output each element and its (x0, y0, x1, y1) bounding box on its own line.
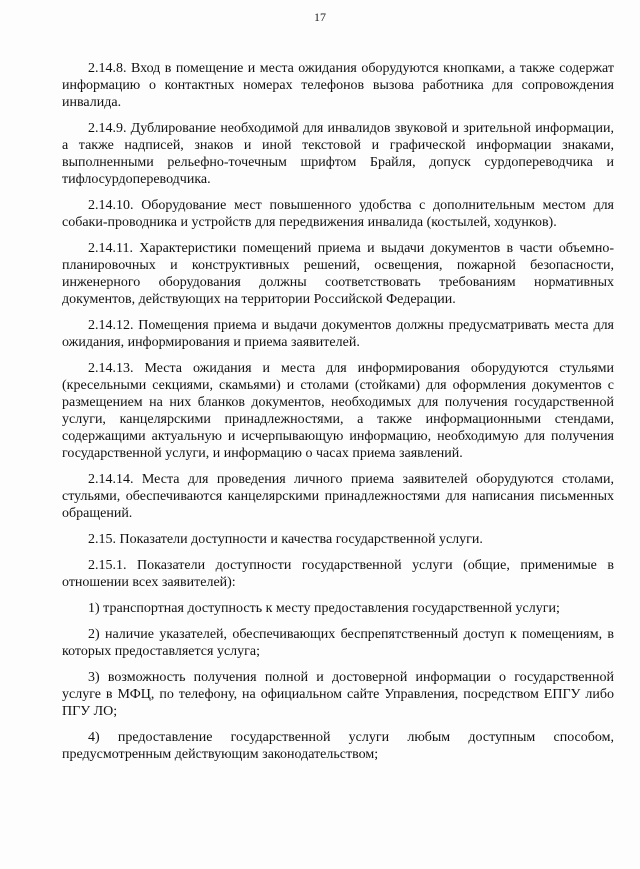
paragraph-2-14-10: 2.14.10. Оборудование мест повышенного удобства с дополнительным местом для собаки-проводника и устройств для передвижения инвалида (костылей, ходунков). (62, 198, 614, 230)
paragraph-2-14-14: 2.14.14. Места для проведения личного приема заявителей оборудуются столами, стульями, обеспечиваются канцелярскими принадлежностями для написания письменных обращений. (62, 472, 614, 521)
paragraph-2-14-9: 2.14.9. Дублирование необходимой для инвалидов звуковой и зрительной информации, а также надписей, знаков и иной текстовой и графической информации знаками, выполненными рельефно-точечным шрифтом Брайля, допуск сурдопереводчика и тифлосурдопереводчика. (62, 121, 614, 187)
list-item-4: 4) предоставление государственной услуги любым доступным способом, предусмотренным действующим законодательством; (62, 730, 614, 762)
paragraph-2-14-12: 2.14.12. Помещения приема и выдачи документов должны предусматривать места для ожидания, информирования и приема заявителей. (62, 318, 614, 350)
list-item-1: 1) транспортная доступность к месту предоставления государственной услуги; (88, 601, 560, 616)
paragraph-2-14-13: 2.14.13. Места ожидания и места для информирования оборудуются стульями (кресельными секциями, скамьями) и столами (стойками) для оформления документов с размещением на них бланков документов, необходимых для получения государственной услуги, канцелярскими принадлежностями, а также информационными стендами, содержащими актуальную и исчерпывающую информацию, необходимую для получения государственной услуги, и информацию о часах приема заявлений. (62, 361, 614, 461)
list-item-2: 2) наличие указателей, обеспечивающих беспрепятственный доступ к помещениям, в которых предоставляется услуга; (62, 627, 614, 659)
list-item-3: 3) возможность получения полной и достоверной информации о государственной услуге в МФЦ, по телефону, на официальном сайте Управления, посредством ЕПГУ либо ПГУ ЛО; (62, 670, 614, 719)
page-number: 17 (314, 10, 326, 24)
paragraph-2-14-8: 2.14.8. Вход в помещение и места ожидания оборудуются кнопками, а также содержат информацию о контактных номерах телефонов вызова работника для сопровождения инвалида. (62, 61, 614, 110)
paragraph-2-14-11: 2.14.11. Характеристики помещений приема и выдачи документов в части объемно-планировочных и конструктивных решений, освещения, пожарной безопасности, инженерного оборудования должны соответствовать требованиям нормативных документов, действующих на территории Российской Федерации. (62, 241, 614, 307)
document-body (62, 60, 614, 772)
paragraph-2-15: 2.15. Показатели доступности и качества государственной услуги. (88, 532, 483, 547)
paragraph-2-15-1: 2.15.1. Показатели доступности государственной услуги (общие, применимые в отношении всех заявителей): (62, 558, 614, 590)
